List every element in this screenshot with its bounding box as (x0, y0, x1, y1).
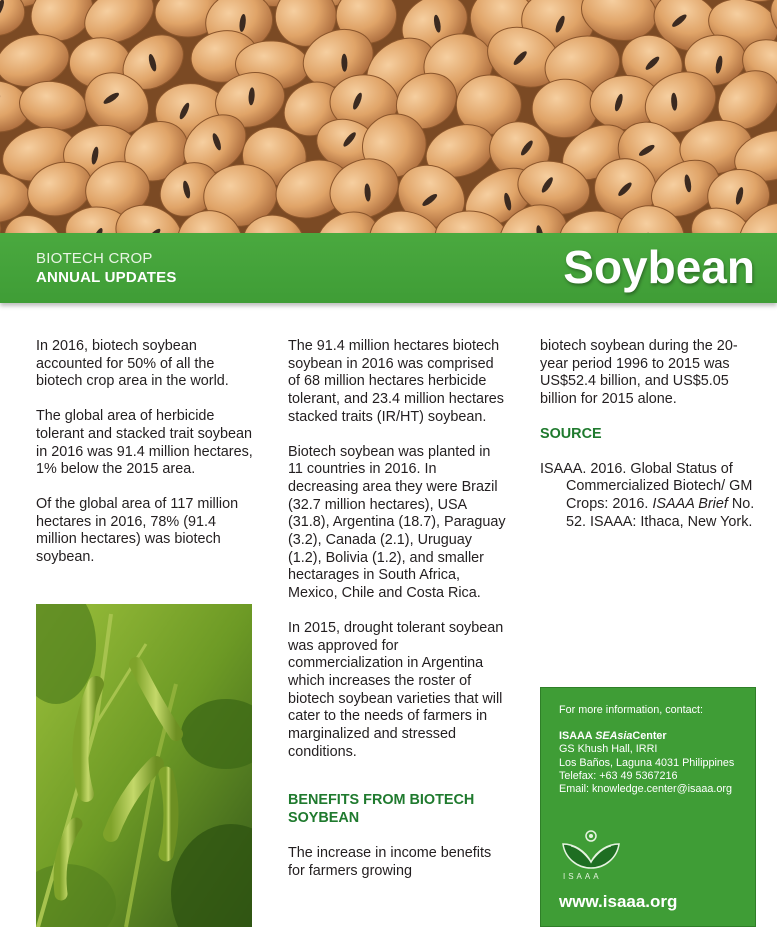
org-name-italic: SEAsia (595, 730, 633, 743)
paragraph: Biotech soybean was planted in 11 countries in 2016. In decreasing area they were Brazil (32.7 million hectares), USA (31.8), Argentina (18.7), Paraguay (3.2), Canada (2.1), Uruguay (1.2), Bolivia (1.2), and smaller hectarages in South Africa, Mexico, Chile and Costa Rica. (288, 443, 506, 602)
soybean-plant-photo (36, 604, 252, 927)
title-banner (0, 233, 777, 303)
benefits-heading: BENEFITS FROM BIOTECH SOYBEAN (288, 792, 475, 827)
contact-organization (559, 730, 755, 743)
banner-kicker-line2: ANNUAL UPDATES (36, 269, 177, 286)
contact-address-line2: Los Baños, Laguna 4031 Philippines (559, 756, 735, 769)
column-1 (36, 338, 256, 584)
banner-kicker-line1: BIOTECH CROP (36, 250, 153, 267)
soybeans-image (0, 0, 777, 233)
contact-box (540, 687, 756, 927)
source-heading: SOURCE (540, 425, 602, 442)
paragraph: In 2016, biotech soybean accounted for 50% of all the biotech crop area in the world. (36, 338, 229, 390)
source-citation (540, 461, 762, 532)
citation-series: ISAAA Brief (652, 495, 728, 512)
org-name: ISAAA (559, 730, 596, 743)
column-3 (540, 338, 762, 548)
paragraph: In 2015, drought tolerant soybean was approved for commercialization in Argentina which increases the roster of biotech soybean varieties that will cater to the needs of farmers in marginalized and stressed conditions. (288, 619, 504, 760)
citation-text: No. 52. ISAAA: Ithaca, New York. (566, 495, 755, 530)
contact-address-line1: GS Khush Hall, IRRI (559, 743, 658, 756)
contact-intro: For more information, contact: (559, 704, 704, 716)
paragraph: Of the global area of 117 million hectares in 2016, 78% (91.4 million hectares) was biotech soybean. (36, 495, 239, 566)
paragraph: biotech soybean during the 20-year period 1996 to 2015 was US$52.4 billion, and US$5.05 billion for 2015 alone. (540, 338, 738, 408)
isaaa-logo-icon (559, 828, 623, 872)
page-title: Soybean (563, 241, 755, 293)
citation-text: ISAAA. 2016. Global Status of Commercialized Biotech/ GM Crops: 2016. (540, 460, 753, 512)
column-2 (288, 338, 506, 897)
website-link[interactable]: www.isaaa.org (559, 892, 678, 911)
paragraph: The increase in income benefits for farmers growing (288, 844, 492, 879)
org-name-suffix: Center (632, 730, 667, 743)
soybeans-hero-photo (0, 0, 777, 233)
paragraph: The global area of herbicide tolerant and stacked trait soybean in 2016 was 91.4 million hectares, 1% below the 2015 area. (36, 408, 253, 478)
contact-email[interactable]: Email: knowledge.center@isaaa.org (559, 783, 733, 796)
soybean-plant-image (36, 604, 252, 927)
contact-telefax: Telefax: +63 49 5367216 (559, 769, 678, 782)
paragraph: The 91.4 million hectares biotech soybean in 2016 was comprised of 68 million hectares herbicide tolerant, and 23.4 million hectares stacked traits (IR/HT) soybean. (288, 338, 504, 425)
logo-wordmark: ISAAA (563, 872, 602, 881)
